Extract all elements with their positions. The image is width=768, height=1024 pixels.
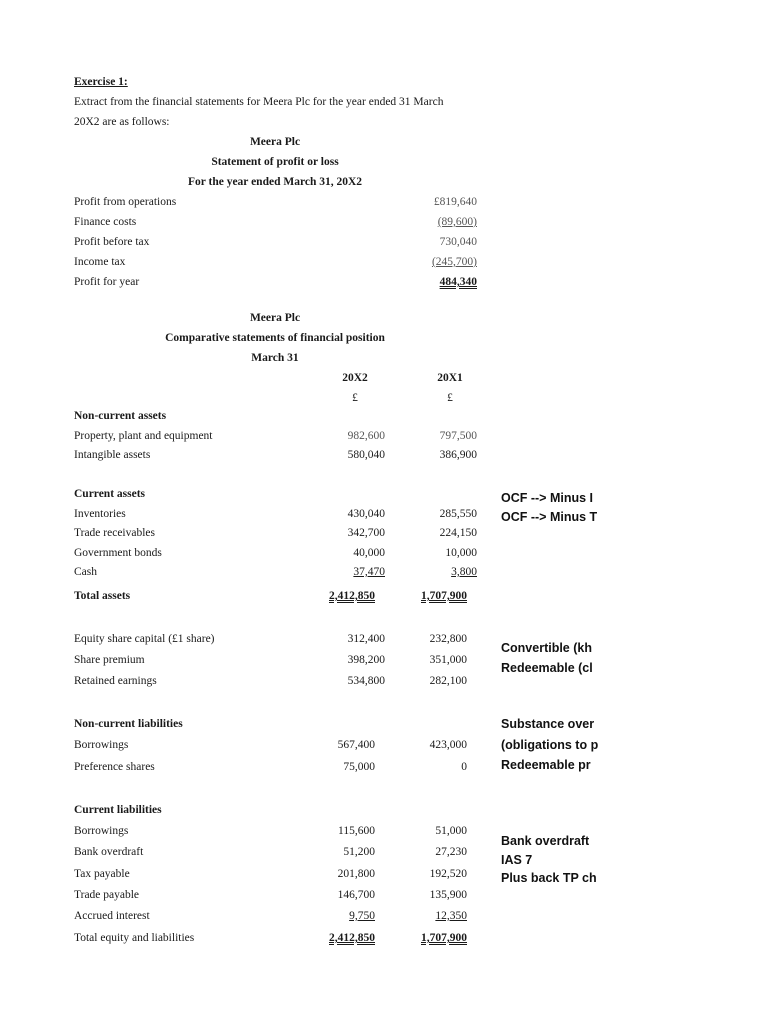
sofp-date: March 31 (251, 352, 299, 364)
pl-row-value: (245,700) (431, 256, 477, 268)
pl-row-value: 484,340 (439, 276, 477, 288)
value-20x2: 9,750 (349, 910, 375, 922)
value-20x2: 312,400 (347, 633, 385, 645)
table-row-label: Trade payable (74, 889, 140, 901)
intro-line-2: 20X2 are as follows: (74, 116, 170, 128)
table-row-label: Intangible assets (74, 449, 151, 461)
value-20x2: 430,040 (347, 508, 385, 520)
nca-heading: Non-current assets (74, 410, 167, 422)
value-20x1: 224,150 (439, 527, 477, 539)
table-row-label: Accrued interest (74, 910, 150, 922)
value-20x2: 115,600 (338, 825, 375, 837)
pl-company: Meera Plc (249, 136, 301, 148)
total-el-20x2: 2,412,850 (329, 932, 375, 944)
value-20x2: 201,800 (337, 868, 375, 880)
sofp-title: Comparative statements of financial position (165, 332, 385, 344)
value-20x2: 146,700 (337, 889, 375, 901)
side-note-bank-overdraft: Bank overdraft (501, 834, 590, 848)
value-20x1: 232,800 (429, 633, 467, 645)
value-20x1: 135,900 (429, 889, 467, 901)
value-20x1: 192,520 (429, 868, 467, 880)
value-20x2: 51,200 (343, 846, 375, 858)
value-20x2: 40,000 (353, 547, 385, 559)
table-row-label: Retained earnings (74, 675, 157, 687)
pl-row-value: (89,600) (437, 216, 477, 228)
col-header-20x1: 20X1 (437, 372, 463, 384)
pl-row-label: Profit before tax (74, 236, 150, 248)
table-row-label: Preference shares (74, 761, 155, 773)
value-20x1: 27,230 (435, 846, 467, 858)
side-note-redeemable-pref: Redeemable pr (501, 758, 591, 772)
value-20x1: 351,000 (429, 654, 467, 666)
value-20x2: 75,000 (343, 761, 375, 773)
side-note-plus-back: Plus back TP ch (501, 871, 597, 885)
value-20x1: 10,000 (445, 547, 477, 559)
total-assets-20x1: 1,707,900 (421, 590, 467, 602)
value-20x2: 580,040 (347, 449, 385, 461)
pl-title: Statement of profit or loss (211, 156, 339, 168)
pl-period: For the year ended March 31, 20X2 (187, 176, 363, 188)
side-note-ocf-1: OCF --> Minus I (501, 491, 594, 505)
table-row-label: Property, plant and equipment (74, 430, 213, 442)
value-20x1: 282,100 (429, 675, 467, 687)
table-row-label: Inventories (74, 508, 126, 520)
value-20x2: 567,400 (337, 739, 375, 751)
total-el-20x1: 1,707,900 (421, 932, 467, 944)
value-20x1: 797,500 (439, 430, 477, 442)
table-row-label: Borrowings (74, 739, 129, 751)
value-20x1: 3,800 (451, 566, 477, 578)
value-20x2: 37,470 (353, 566, 385, 578)
table-row-label: Bank overdraft (74, 846, 144, 858)
currency-20x2: £ (352, 392, 358, 404)
exercise-heading: Exercise 1: (74, 76, 128, 88)
value-20x1: 386,900 (439, 449, 477, 461)
cl-heading: Current liabilities (74, 804, 162, 816)
value-20x2: 398,200 (347, 654, 385, 666)
side-note-obligations: (obligations to p (501, 738, 599, 752)
col-header-20x2: 20X2 (342, 372, 368, 384)
value-20x2: 534,800 (347, 675, 385, 687)
pl-row-value: £819,640 (433, 196, 477, 208)
pl-row-label: Profit for year (74, 276, 140, 288)
side-note-ias7: IAS 7 (501, 853, 533, 867)
total-assets-label: Total assets (74, 590, 131, 602)
value-20x1: 0 (461, 761, 467, 773)
pl-row-label: Profit from operations (74, 196, 177, 208)
pl-row-label: Income tax (74, 256, 126, 268)
pl-row-value: 730,040 (439, 236, 477, 248)
side-note-redeemable: Redeemable (cl (501, 661, 593, 675)
table-row-label: Government bonds (74, 547, 162, 559)
currency-20x1: £ (447, 392, 453, 404)
sofp-company: Meera Plc (249, 312, 301, 324)
side-note-convertible: Convertible (kh (501, 641, 592, 655)
table-row-label: Tax payable (74, 868, 130, 880)
value-20x1: 285,550 (439, 508, 477, 520)
value-20x1: 51,000 (435, 825, 467, 837)
ncl-heading: Non-current liabilities (74, 718, 183, 730)
total-assets-20x2: 2,412,850 (329, 590, 375, 602)
table-row-label: Cash (74, 566, 97, 578)
table-row-label: Equity share capital (£1 share) (74, 633, 215, 645)
pl-row-label: Finance costs (74, 216, 137, 228)
total-el-label: Total equity and liabilities (74, 932, 195, 944)
ca-heading: Current assets (74, 488, 146, 500)
value-20x2: 982,600 (347, 430, 385, 442)
intro-line-1: Extract from the financial statements for Meera Plc for the year ended 31 March (74, 96, 444, 108)
table-row-label: Borrowings (74, 825, 129, 837)
table-row-label: Share premium (74, 654, 145, 666)
value-20x2: 342,700 (347, 527, 385, 539)
side-note-ocf-2: OCF --> Minus T (501, 510, 598, 524)
value-20x1: 12,350 (435, 910, 467, 922)
table-row-label: Trade receivables (74, 527, 155, 539)
value-20x1: 423,000 (429, 739, 467, 751)
side-note-substance: Substance over (501, 717, 595, 731)
